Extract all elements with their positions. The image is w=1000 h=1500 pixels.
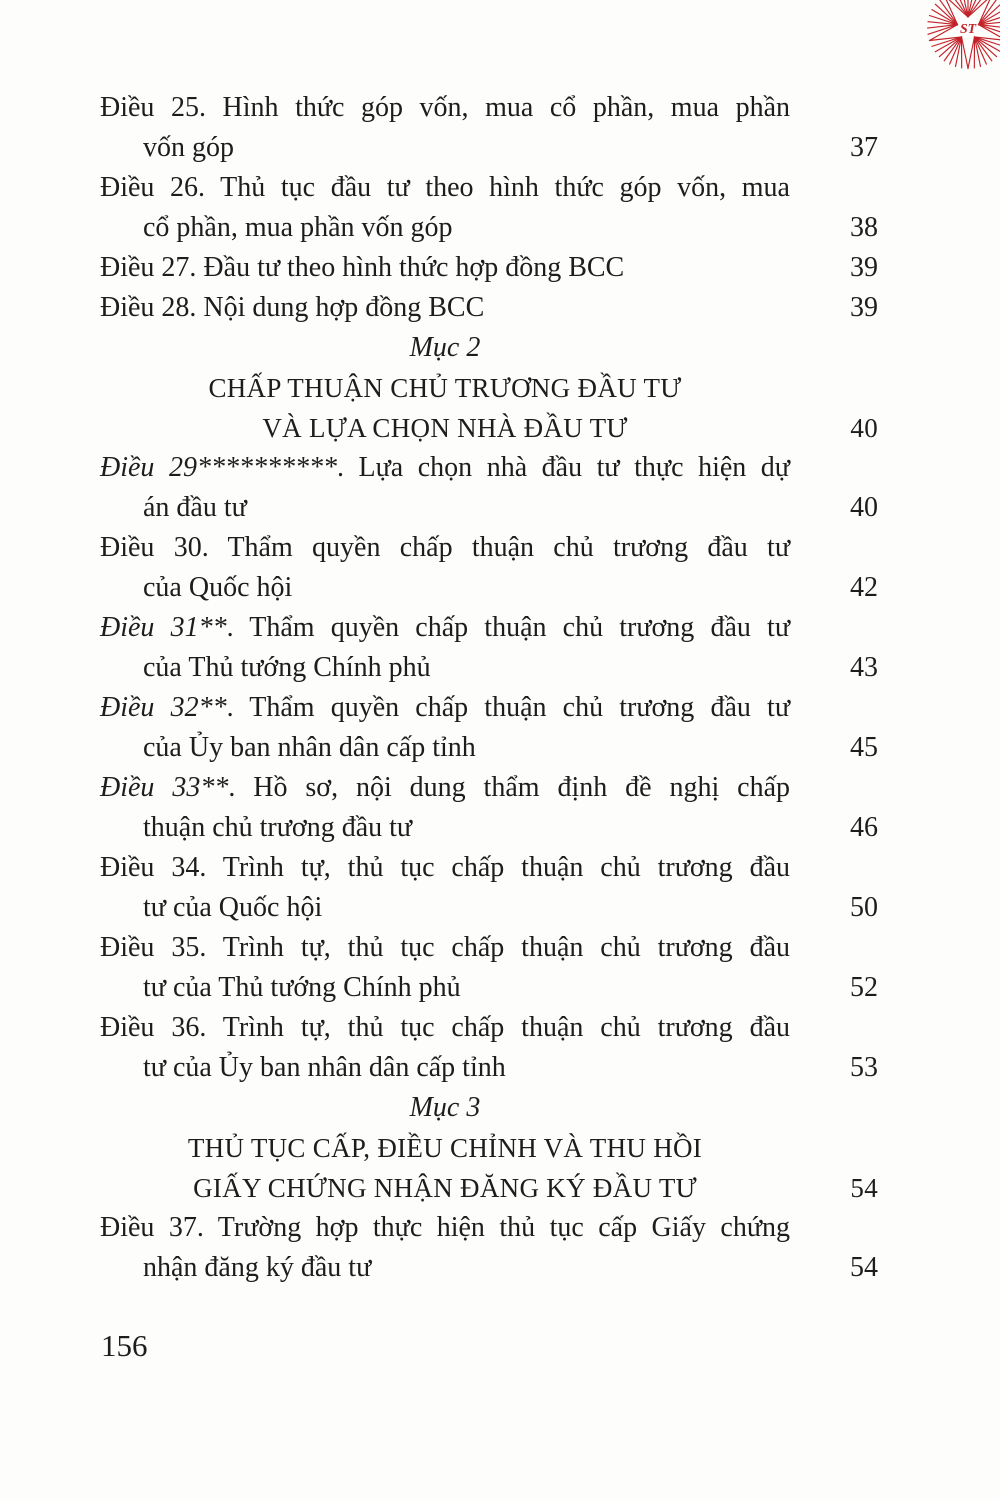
toc-entry-text: cổ phần, mua phần vốn góp bbox=[143, 212, 453, 243]
section-title-line bbox=[100, 1128, 878, 1168]
section-label-text: Mục 3 bbox=[409, 1092, 481, 1123]
toc-entry-line bbox=[100, 1048, 878, 1088]
toc-entry-text: Điều 27. Đầu tư theo hình thức hợp đồng BCC bbox=[100, 252, 625, 283]
toc-entry-line bbox=[100, 1008, 878, 1048]
toc-entry-text: Điều 25. Hình thức góp vốn, mua cổ phần, mua phần bbox=[100, 92, 790, 123]
toc-entry-text: tư của Quốc hội bbox=[143, 892, 323, 923]
publisher-star-logo-icon bbox=[922, 0, 1000, 74]
toc-page-number: 40 bbox=[850, 492, 878, 523]
toc-entry-line bbox=[100, 1248, 878, 1288]
toc-entry-text: Điều 34. Trình tự, thủ tục chấp thuận chủ trương đầu bbox=[100, 852, 790, 883]
section-title-text: VÀ LỰA CHỌN NHÀ ĐẦU TƯ bbox=[262, 413, 628, 443]
toc-entry-text: thuận chủ trương đầu tư bbox=[143, 812, 413, 843]
toc-entry-title: . Lựa chọn nhà đầu tư thực hiện dự bbox=[336, 452, 790, 483]
toc-entry-text: Điều 35. Trình tự, thủ tục chấp thuận chủ trương đầu bbox=[100, 932, 790, 963]
section-label bbox=[100, 328, 878, 368]
publisher-monogram: ST bbox=[959, 21, 977, 37]
toc-entry-line bbox=[100, 648, 878, 688]
toc-page-number: 46 bbox=[850, 812, 878, 843]
toc-entry-text: Điều 37. Trường hợp thực hiện thủ tục cấp Giấy chứng bbox=[100, 1212, 790, 1243]
toc-page-number: 43 bbox=[850, 652, 878, 683]
toc-entry-article-label: Điều 33** bbox=[100, 772, 229, 803]
toc-page-number: 40 bbox=[850, 413, 878, 443]
toc-entry-article-label: Điều 32** bbox=[100, 692, 227, 723]
toc-entry-text: Điều 26. Thủ tục đầu tư theo hình thức góp vốn, mua bbox=[100, 172, 790, 203]
section-title-text: CHẤP THUẬN CHỦ TRƯƠNG ĐẦU TƯ bbox=[208, 373, 682, 403]
toc-entry-line bbox=[100, 448, 878, 488]
toc-entry-line bbox=[100, 528, 878, 568]
toc-page-number: 52 bbox=[850, 972, 878, 1003]
toc-page-number: 53 bbox=[850, 1052, 878, 1083]
toc-page-number: 39 bbox=[850, 252, 878, 283]
toc-entry-line bbox=[100, 688, 878, 728]
section-title-line bbox=[100, 408, 878, 448]
section-title-line bbox=[100, 368, 878, 408]
toc-entry-text: vốn góp bbox=[143, 132, 234, 163]
toc-page-number: 39 bbox=[850, 292, 878, 323]
toc-entry-title: . Thẩm quyền chấp thuận chủ trương đầu tư bbox=[226, 692, 790, 723]
toc-page-number: 54 bbox=[850, 1173, 878, 1203]
table-of-contents bbox=[100, 88, 878, 1288]
toc-entry-article-label: Điều 29********** bbox=[100, 452, 337, 483]
toc-entry-title: . Hồ sơ, nội dung thẩm định đề nghị chấp bbox=[228, 772, 791, 803]
section-title-line bbox=[100, 1168, 878, 1208]
toc-entry-text: Điều 36. Trình tự, thủ tục chấp thuận chủ trương đầu bbox=[100, 1012, 790, 1043]
toc-entry-text: án đầu tư bbox=[143, 492, 247, 523]
toc-entry-text: của Ủy ban nhân dân cấp tỉnh bbox=[143, 732, 476, 763]
toc-page-number: 37 bbox=[850, 132, 878, 163]
toc-entry-line bbox=[100, 968, 878, 1008]
toc-entry-text: của Thủ tướng Chính phủ bbox=[143, 652, 431, 683]
toc-page-number: 54 bbox=[850, 1252, 878, 1283]
section-label bbox=[100, 1088, 878, 1128]
toc-entry-text bbox=[100, 448, 790, 488]
section-label-text: Mục 2 bbox=[409, 332, 481, 363]
toc-entry-line bbox=[100, 128, 878, 168]
toc-entry-title: . Thẩm quyền chấp thuận chủ trương đầu tư bbox=[226, 612, 790, 643]
toc-entry-line bbox=[100, 928, 878, 968]
toc-entry-line bbox=[100, 568, 878, 608]
toc-entry-line bbox=[100, 248, 878, 288]
toc-entry-text bbox=[100, 688, 790, 728]
section-title-text: THỦ TỤC CẤP, ĐIỀU CHỈNH VÀ THU HỒI bbox=[187, 1133, 703, 1163]
toc-entry-text: Điều 28. Nội dung hợp đồng BCC bbox=[100, 292, 485, 323]
toc-entry-text: tư của Ủy ban nhân dân cấp tỉnh bbox=[143, 1052, 506, 1083]
section-title-text: GIẤY CHỨNG NHẬN ĐĂNG KÝ ĐẦU TƯ bbox=[193, 1173, 697, 1203]
toc-page-number: 38 bbox=[850, 212, 878, 243]
toc-entry-line bbox=[100, 888, 878, 928]
toc-entry-line bbox=[100, 88, 878, 128]
toc-entry-text bbox=[100, 768, 790, 808]
toc-entry-line bbox=[100, 488, 878, 528]
toc-entry-line bbox=[100, 808, 878, 848]
toc-entry-text: tư của Thủ tướng Chính phủ bbox=[143, 972, 461, 1003]
toc-entry-line bbox=[100, 208, 878, 248]
toc-entry-text: Điều 30. Thẩm quyền chấp thuận chủ trương đầu tư bbox=[100, 532, 790, 563]
toc-entry-line bbox=[100, 288, 878, 328]
toc-entry-line bbox=[100, 848, 878, 888]
toc-entry-line bbox=[100, 768, 878, 808]
folio-page-number: 156 bbox=[101, 1328, 148, 1363]
toc-entry-text: của Quốc hội bbox=[143, 572, 293, 603]
toc-entry-line bbox=[100, 608, 878, 648]
toc-page-number: 42 bbox=[850, 572, 878, 603]
toc-entry-text bbox=[100, 608, 790, 648]
toc-entry-line bbox=[100, 168, 878, 208]
toc-entry-line bbox=[100, 728, 878, 768]
toc-entry-text: nhận đăng ký đầu tư bbox=[143, 1252, 372, 1283]
toc-entry-line bbox=[100, 1208, 878, 1248]
toc-page-number: 50 bbox=[850, 892, 878, 923]
toc-entry-article-label: Điều 31** bbox=[100, 612, 227, 643]
toc-page-number: 45 bbox=[850, 732, 878, 763]
